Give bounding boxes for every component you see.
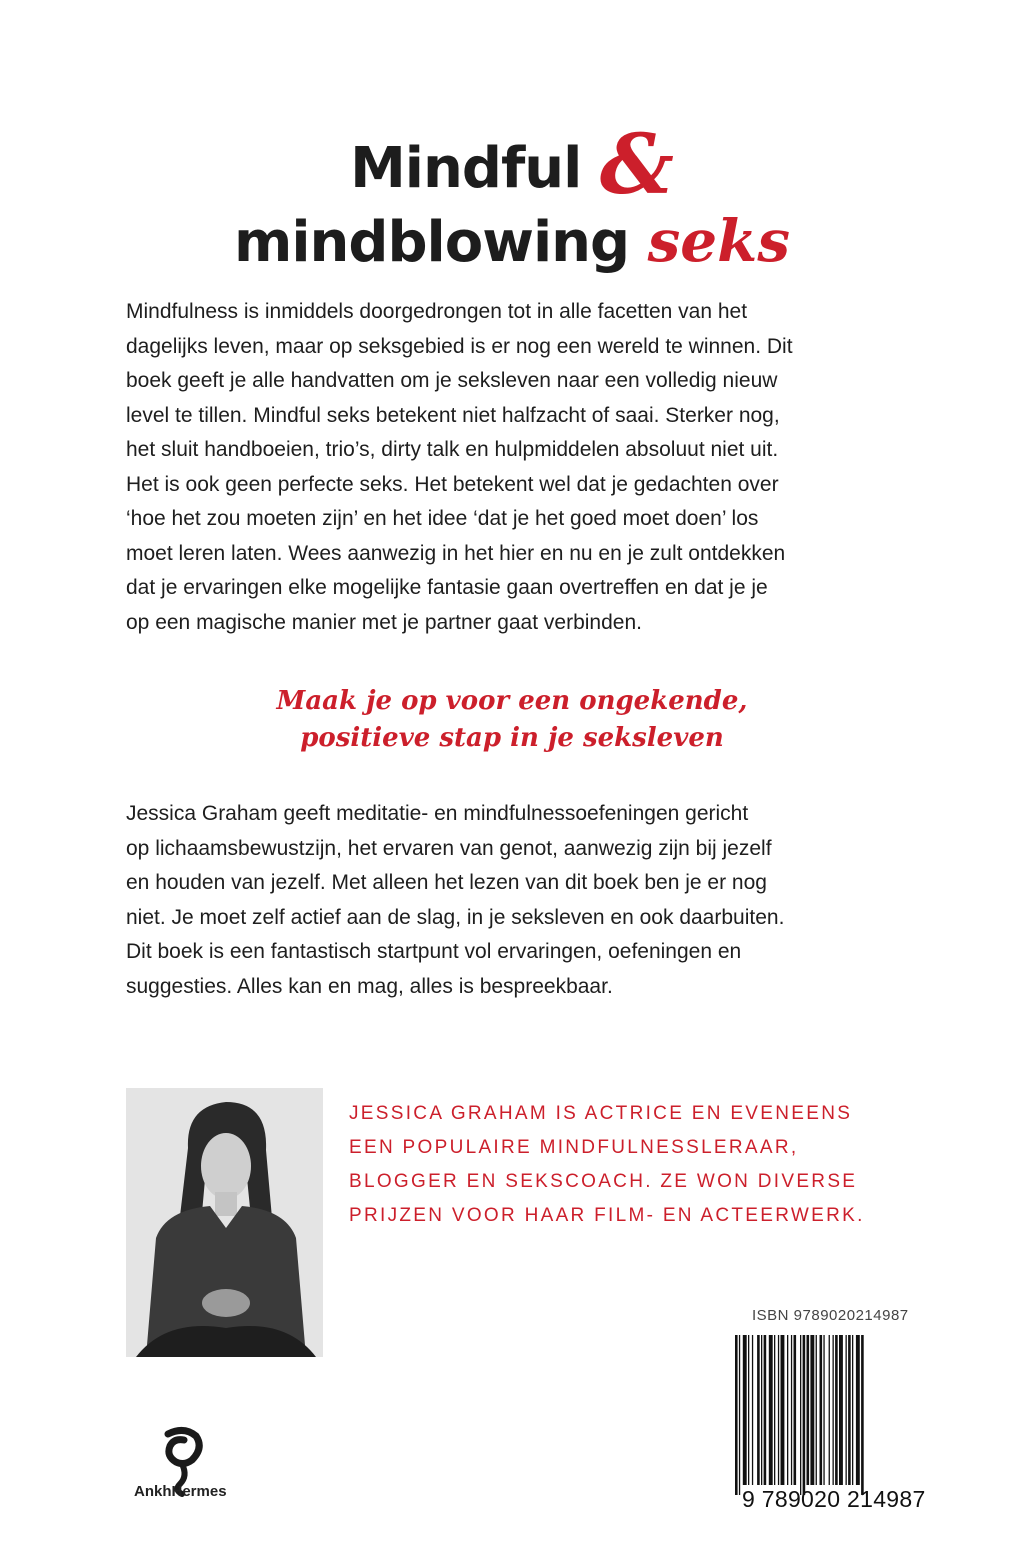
- details-line: op lichaamsbewustzijn, het ervaren van genot, aanwezig zijn bij jezelf: [126, 836, 772, 860]
- details-line: Jessica Graham geeft meditatie- en mindfulnessoefeningen gericht: [126, 802, 749, 825]
- barcode-bar: [794, 1335, 797, 1485]
- barcode-bar: [846, 1335, 847, 1485]
- author-bio: [349, 1097, 865, 1233]
- book-title: [0, 118, 1024, 282]
- barcode-bar: [807, 1335, 810, 1485]
- description-line: boek geeft je alle handvatten om je seksleven naar een volledig nieuw: [126, 369, 778, 392]
- details-line: suggesties. Alles kan en mag, alles is bespreekbaar.: [126, 974, 613, 998]
- barcode-bar: [829, 1335, 830, 1485]
- barcode-bar: [852, 1335, 853, 1485]
- barcode-bar: [803, 1335, 806, 1495]
- barcode: [733, 1325, 949, 1505]
- description-line: moet leren laten. Wees aanwezig in het hier en nu en je zult ontdekken: [126, 541, 786, 565]
- barcode-bar: [778, 1335, 779, 1485]
- barcode-bar: [820, 1335, 823, 1485]
- title-word-mindful: Mindful: [350, 136, 582, 201]
- description-line: dagelijks leven, maar op seksgebied is er nog een wereld te winnen. Dit: [126, 334, 793, 358]
- description-line: ‘hoe het zou moeten zijn’ en het idee ‘dat je het goed moet doen’ los: [126, 507, 759, 530]
- tagline-line: Maak je op voor een ongekende,: [276, 686, 748, 716]
- barcode-bar: [848, 1335, 851, 1485]
- bio-line: JESSICA GRAHAM IS ACTRICE EN EVENEENS: [349, 1103, 853, 1124]
- isbn-label: ISBN 9789020214987: [752, 1307, 909, 1324]
- barcode-bar: [810, 1335, 814, 1485]
- barcode-bar: [735, 1335, 738, 1495]
- details-line: en houden van jezelf. Met alleen het lezen van dit boek ben je er nog: [126, 871, 767, 894]
- details-line: niet. Je moet zelf actief aan de slag, in je seksleven en ook daarbuiten.: [126, 905, 785, 929]
- details-paragraph: [126, 797, 916, 1004]
- barcode-bar: [743, 1335, 747, 1485]
- description-line: op een magische manier met je partner gaat verbinden.: [126, 610, 642, 634]
- barcode-bar: [839, 1335, 843, 1485]
- bio-line: EEN POPULAIRE MINDFULNESSLERAAR,: [349, 1137, 799, 1158]
- bio-line: BLOGGER EN SEKSCOACH. ZE WON DIVERSE: [349, 1171, 858, 1192]
- barcode-bar: [823, 1335, 824, 1485]
- barcode-bar: [856, 1335, 860, 1485]
- barcode-bar: [816, 1335, 817, 1485]
- isbn-digits: 9 789020 214987: [742, 1486, 926, 1512]
- description-line: Mindfulness is inmiddels doorgedrongen tot in alle facetten van het: [126, 300, 748, 323]
- bio-line: PRIJZEN VOOR HAAR FILM- EN ACTEERWERK.: [349, 1205, 865, 1226]
- barcode-bar: [757, 1335, 760, 1485]
- barcode-bar: [739, 1335, 740, 1495]
- barcode-bar: [800, 1335, 801, 1495]
- barcode-bar: [833, 1335, 834, 1485]
- description-line: het sluit handboeien, trio’s, dirty talk en hulpmiddelen absoluut niet uit.: [126, 438, 779, 461]
- barcode-bar: [835, 1335, 838, 1485]
- description-paragraph: [126, 295, 916, 640]
- barcode-bar: [761, 1335, 762, 1485]
- description-line: level te tillen. Mindful seks betekent niet halfzacht of saai. Sterker nog,: [126, 403, 780, 427]
- title-ampersand: &: [599, 117, 674, 213]
- barcode-bar: [781, 1335, 785, 1485]
- description-line: dat je ervaringen elke mogelijke fantasie gaan overtreffen en dat je je: [126, 576, 768, 599]
- title-word-seks: seks: [647, 207, 791, 275]
- barcode-bar: [769, 1335, 773, 1485]
- author-portrait-image: [126, 1088, 323, 1357]
- barcode-bar: [787, 1335, 788, 1485]
- barcode-bar: [774, 1335, 775, 1485]
- tagline-line: positieve stap in je seksleven: [300, 723, 724, 753]
- author-photo: [126, 1088, 323, 1357]
- tagline: [0, 683, 1024, 757]
- barcode-bar: [791, 1335, 792, 1485]
- details-line: Dit boek is een fantastisch startpunt vol ervaringen, oefeningen en: [126, 940, 742, 963]
- barcode-bar: [764, 1335, 767, 1485]
- publisher-name: AnkhHermes: [134, 1483, 227, 1500]
- barcode-bar: [861, 1335, 864, 1495]
- description-line: Het is ook geen perfecte seks. Het betekent wel dat je gedachten over: [126, 472, 779, 496]
- title-line-1: [0, 117, 1024, 213]
- title-word-mindblowing: mindblowing: [233, 210, 630, 275]
- barcode-bar: [748, 1335, 749, 1485]
- title-line-2: [0, 200, 1024, 282]
- barcode-bar: [752, 1335, 753, 1485]
